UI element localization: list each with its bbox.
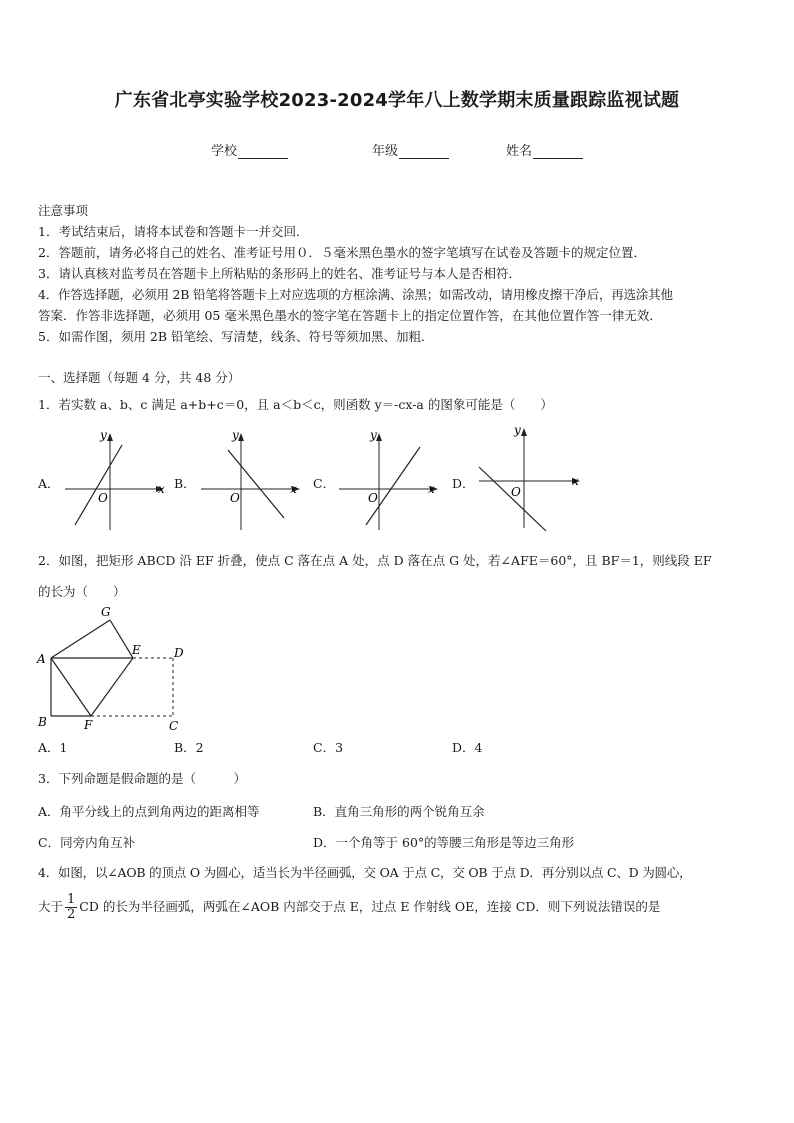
- label-g: G: [101, 605, 111, 619]
- label-f: F: [84, 718, 93, 732]
- q1-graph-a: [60, 425, 170, 535]
- notice-item: 1．考试结束后，请将本试卷和答题卡一并交回．: [38, 224, 309, 239]
- q4-prefix: 大于: [38, 899, 64, 914]
- segment-ef: [91, 658, 133, 716]
- function-line: [75, 445, 122, 525]
- function-line: [228, 450, 284, 518]
- y-label: y: [100, 428, 107, 442]
- q1-option-d[interactable]: D．: [452, 476, 475, 491]
- notice-item: 答案．作答非选择题，必须用 05 毫米黑色墨水的签字笔在答题卡上的指定位置作答，在其他位置作答一律无效．: [38, 308, 662, 323]
- q1-graph-c: [334, 425, 444, 535]
- notice-item: 4．作答选择题，必须用 2B 铅笔将答题卡上对应选项的方框涂满、涂黑；如需改动，请用橡皮擦干净后，再选涂其他: [38, 287, 673, 302]
- q1-graph-d: [474, 420, 586, 535]
- y-axis-arrow-icon: [107, 433, 113, 441]
- page-title: 广东省北亭实验学校2023-2024学年八上数学期末质量跟踪监视试题: [114, 90, 680, 111]
- school-label: 学校: [211, 144, 238, 159]
- name-label: 姓名: [506, 144, 533, 159]
- q2-figure: [34, 602, 194, 734]
- y-label: y: [232, 428, 239, 442]
- notice-item: 3．请认真核对监考员在答题卡上所粘贴的条形码上的姓名、准考证号与本人是否相符．: [38, 266, 521, 281]
- segment-ag: [51, 620, 110, 658]
- label-d: D: [174, 646, 184, 660]
- grade-field: [372, 140, 449, 159]
- q2-option-b[interactable]: B．2: [174, 740, 204, 755]
- x-label: x: [158, 482, 165, 496]
- function-line: [479, 467, 546, 531]
- q2-option-a[interactable]: A．1: [38, 740, 68, 755]
- section-title: 一、选择题（每题 4 分，共 48 分）: [38, 370, 241, 385]
- origin-label: O: [511, 485, 521, 499]
- label-a: A: [37, 652, 46, 666]
- fraction-half: [65, 893, 77, 922]
- q1-option-b[interactable]: B．: [174, 476, 196, 491]
- y-label: y: [370, 428, 377, 442]
- function-line: [366, 447, 420, 525]
- q1-option-c[interactable]: C．: [313, 476, 336, 491]
- q2-option-c[interactable]: C．3: [313, 740, 344, 755]
- q1-graph-b: [196, 425, 306, 535]
- fraction-denominator: 2: [67, 907, 76, 922]
- grade-blank[interactable]: [399, 144, 449, 159]
- question-3-stem: 3．下列命题是假命题的是（ ）: [38, 771, 246, 786]
- question-4-stem: 4．如图，以∠AOB 的顶点 O 为圆心，适当长为半径画弧，交 OA 于点 C，交 OB 于点 D．再分别以点 C、D 为圆心，: [38, 865, 692, 880]
- question-2-stem: 2．如图，把矩形 ABCD 沿 EF 折叠，使点 C 落在点 A 处，点 D 落在点 G 处，若∠AFE＝60°，且 BF＝1，则线段 EF: [38, 553, 712, 568]
- label-c: C: [169, 719, 179, 733]
- grade-label: 年级: [372, 144, 399, 159]
- notice-heading: 注意事项: [38, 203, 89, 218]
- question-2-stem-cont: 的长为（ ）: [38, 584, 126, 599]
- x-label: x: [290, 482, 297, 496]
- q3-option-a[interactable]: A．角平分线上的点到角两边的距离相等: [38, 804, 260, 819]
- q4-suffix: CD 的长为半径画弧，两弧在∠AOB 内部交于点 E，过点 E 作射线 OE，连接 CD．则下列说法错误的是: [79, 899, 661, 914]
- q1-option-a[interactable]: A．: [38, 476, 60, 491]
- q3-option-b[interactable]: B．直角三角形的两个锐角互余: [313, 804, 485, 819]
- name-blank[interactable]: [533, 144, 583, 159]
- name-field: [506, 140, 583, 159]
- q3-option-d[interactable]: D．一个角等于 60°的等腰三角形是等边三角形: [313, 835, 575, 850]
- label-b: B: [38, 715, 47, 729]
- x-label: x: [572, 474, 579, 488]
- segment-af: [51, 658, 91, 716]
- y-label: y: [514, 423, 521, 437]
- x-label: x: [428, 482, 435, 496]
- notice-item: 5．如需作图，须用 2B 铅笔绘、写清楚，线条、符号等须加黑、加粗．: [38, 329, 434, 344]
- q2-option-d[interactable]: D．4: [452, 740, 483, 755]
- y-axis-arrow-icon: [376, 433, 382, 441]
- notice-item: 2．答题前，请务必将自己的姓名、准考证号用０．５毫米黑色墨水的签字笔填写在试卷及答题卡的规定位置．: [38, 245, 646, 260]
- q3-option-c[interactable]: C．同旁内角互补: [38, 835, 136, 850]
- y-axis-arrow-icon: [238, 433, 244, 441]
- origin-label: O: [230, 491, 240, 505]
- origin-label: O: [98, 491, 108, 505]
- fraction-numerator: 1: [67, 892, 76, 907]
- school-field: [211, 140, 288, 159]
- y-axis-arrow-icon: [521, 428, 527, 436]
- question-4-stem-cont: [38, 892, 660, 922]
- question-1-stem: 1．若实数 a、b、c 满足 a+b+c＝0，且 a＜b＜c，则函数 y＝-cx-a 的图象可能是（ ）: [38, 397, 553, 412]
- school-blank[interactable]: [238, 144, 288, 159]
- origin-label: O: [368, 491, 378, 505]
- label-e: E: [132, 643, 141, 657]
- segment-ge: [110, 620, 133, 658]
